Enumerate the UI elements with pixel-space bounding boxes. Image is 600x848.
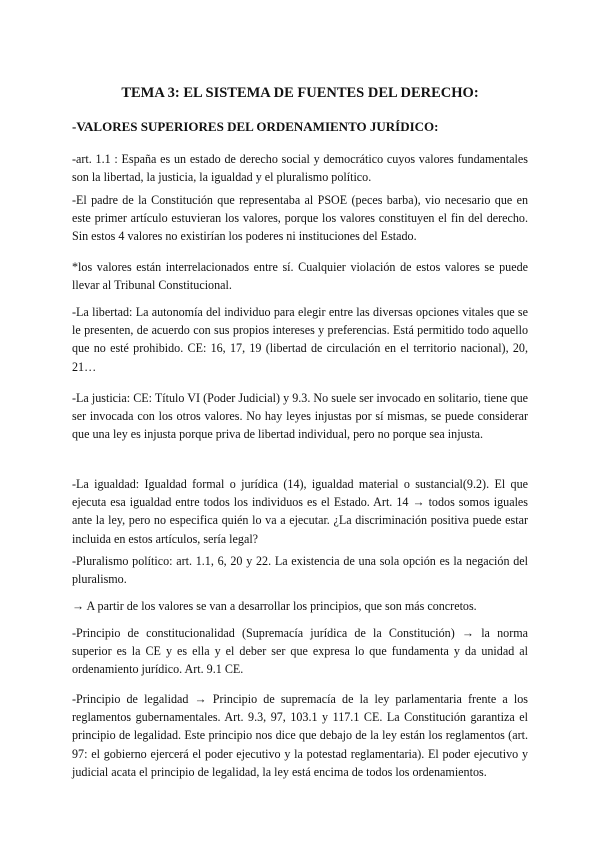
paragraph-principios: → A partir de los valores se van a desarrollar los principios, que son más concretos.: [72, 599, 477, 613]
paragraph-legalidad: -Principio de legalidad → Principio de supremacía de la ley parlamentaria frente a los reglamentos gubernamentales. Art. 9.3, 97, 103.1 y 117.1 CE. La Constitución garantiza el principio de legalidad. Este principio nos dice que debajo de la ley están los reglamentos (art. 97: el gobierno ejercerá el poder ejecutivo y la potestad reglamentaria). El poder ejecutivo y judicial acata el principio de legalidad, la ley está encima de todos los ordenamientos.: [72, 692, 528, 779]
section-heading: -VALORES SUPERIORES DEL ORDENAMIENTO JURÍDICO:: [72, 119, 439, 134]
paragraph-justicia: -La justicia: CE: Título VI (Poder Judicial) y 9.3. No suele ser invocado en solitario, tiene que ser invocada con los otros valores. No hay leyes injustas por sí mismas, se puede considerar que una ley es injusta porque priva de libertad individual, pero no porque sea injusta.: [72, 391, 528, 442]
paragraph-igualdad: -La igualdad: Igualdad formal o jurídica (14), igualdad material o sustancial(9.2). El que ejecuta esa igualdad entre todos los individuos es el Estado. Art. 14 → todos somos iguales ante la ley, pero no especifica quién lo va a ejecutar. ¿La discriminación positiva puede estar incluida en estos artículos, sería legal?: [72, 477, 528, 546]
page-title: TEMA 3: EL SISTEMA DE FUENTES DEL DERECHO:: [121, 85, 479, 101]
paragraph-constitucionalidad: -Principio de constitucionalidad (Supremacía jurídica de la Constitución) → la norma superior es la CE y es ella y el deber ser que expresa lo que fundamenta y da unidad al ordenamiento jurídico. Art. 9.1 CE.: [72, 626, 528, 677]
paragraph-libertad: -La libertad: La autonomía del individuo para elegir entre las diversas opciones vitales que se le presenten, de acuerdo con sus propios intereses y preferencias. Está permitido todo aquello que no esté prohibido. CE: 16, 17, 19 (libertad de circulación en el territorio nacional), 20, 21…: [72, 305, 528, 374]
paragraph-art-1-1: -art. 1.1 : España es un estado de derecho social y democrático cuyos valores fundamentales son la libertad, la justicia, la igualdad y el pluralismo político.: [72, 152, 528, 185]
paragraph-valores-interrelacionados: *los valores están interrelacionados entre sí. Cualquier violación de estos valores se puede llevar al Tribunal Constitucional.: [72, 260, 528, 293]
paragraph-padre-constitucion: -El padre de la Constitución que representaba al PSOE (peces barba), vio necesario que en este primer artículo estuvieran los valores, porque los valores constituyen el fin del derecho. Sin estos 4 valores no existirían los poderes ni instituciones del Estado.: [72, 193, 528, 244]
paragraph-pluralismo: -Pluralismo político: art. 1.1, 6, 20 y 22. La existencia de una sola opción es la negación del pluralismo.: [72, 554, 528, 587]
